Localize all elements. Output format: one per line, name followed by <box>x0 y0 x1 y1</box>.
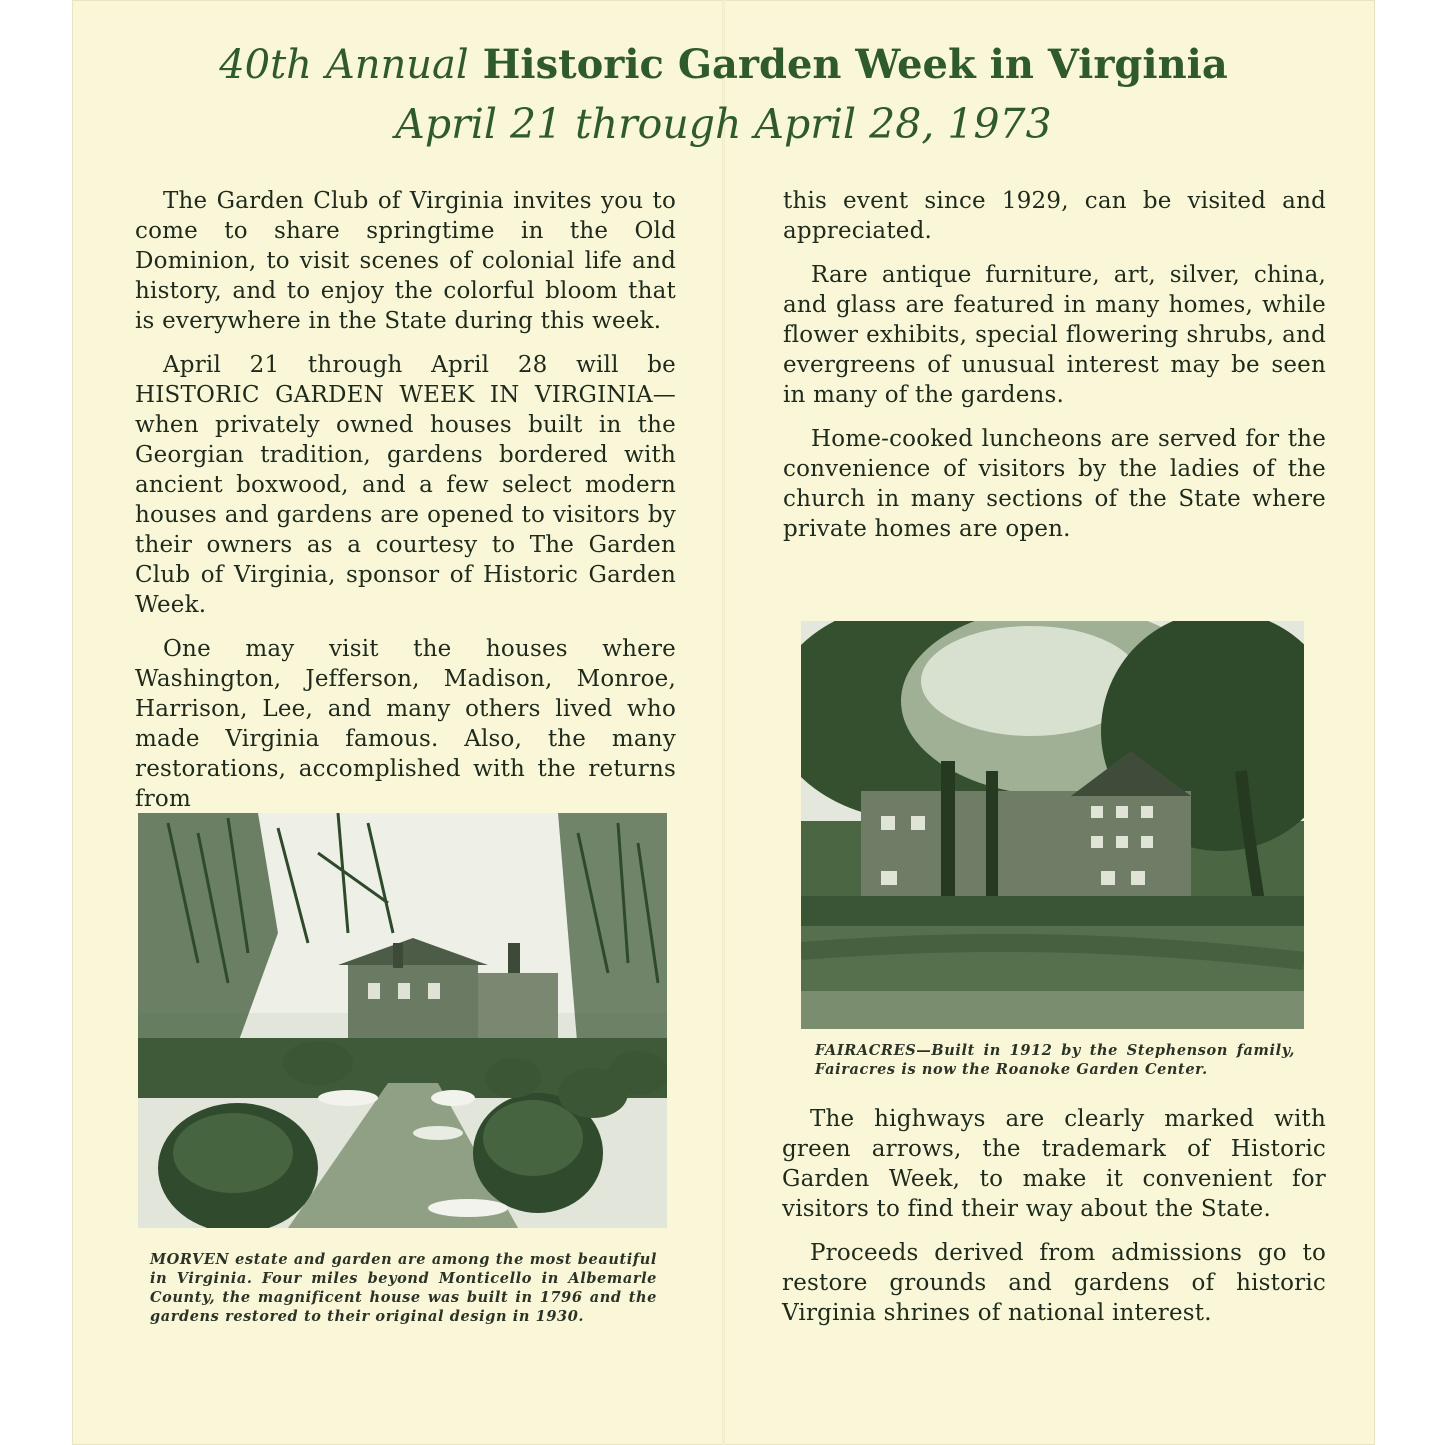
paragraph: Proceeds derived from admissions go to restore grounds and gardens of historic Virginia shrines of national interest. <box>782 1240 1326 1326</box>
morven-garden-photo <box>138 813 667 1228</box>
fairacres-caption: FAIRACRES—Built in 1912 by the Stephenson family, Fairacres is now the Roanoke Garden Center. <box>815 1042 1295 1078</box>
left-column-text <box>135 186 676 828</box>
title-number: 40th <box>219 42 312 88</box>
center-fold <box>722 0 725 1445</box>
title-event: Historic Garden Week in Virginia <box>482 41 1228 88</box>
title-dates: April 21 through April 28, 1973 <box>395 100 1052 148</box>
title-annual: Annual <box>325 42 469 88</box>
right-column-text <box>783 186 1326 558</box>
paragraph: Home-cooked luncheons are served for the convenience of visitors by the ladies of the church in many sections of the State where private homes are open. <box>783 426 1326 542</box>
fairacres-house-photo <box>801 621 1304 1029</box>
page-title <box>72 40 1375 90</box>
paragraph: April 21 through April 28 will be HISTORIC GARDEN WEEK IN VIRGINIA—when privately owned houses built in the Georgian tradition, gardens bordered with ancient boxwood, and a few select modern houses and gardens are opened to visitors by their owners as a courtesy to The Garden Club of Virginia, sponsor of Historic Garden Week. <box>135 352 676 618</box>
morven-caption: MORVEN estate and garden are among the most beautiful in Virginia. Four miles beyond Monticello in Albemarle County, the magnificent house was built in 1796 and the gardens restored to their original design in 1930. <box>150 1251 657 1325</box>
paragraph: The highways are clearly marked with green arrows, the trademark of Historic Garden Week, to make it convenient for visitors to find their way about the State. <box>782 1106 1326 1222</box>
right-column-bottom-text <box>782 1104 1326 1342</box>
paragraph: The Garden Club of Virginia invites you to come to share springtime in the Old Dominion, to visit scenes of colonial life and history, and to enjoy the colorful bloom that is everywhere in the State during this week. <box>135 188 676 334</box>
paragraph: this event since 1929, can be visited and appreciated. <box>783 188 1326 244</box>
paragraph: One may visit the houses where Washington, Jefferson, Madison, Monroe, Harrison, Lee, and many others lived who made Virginia famous. Also, the many restorations, accomplished with the returns from <box>135 636 676 812</box>
paragraph: Rare antique furniture, art, silver, china, and glass are featured in many homes, while flower exhibits, special flowering shrubs, and evergreens of unusual interest may be seen in many of the gardens. <box>783 262 1326 408</box>
